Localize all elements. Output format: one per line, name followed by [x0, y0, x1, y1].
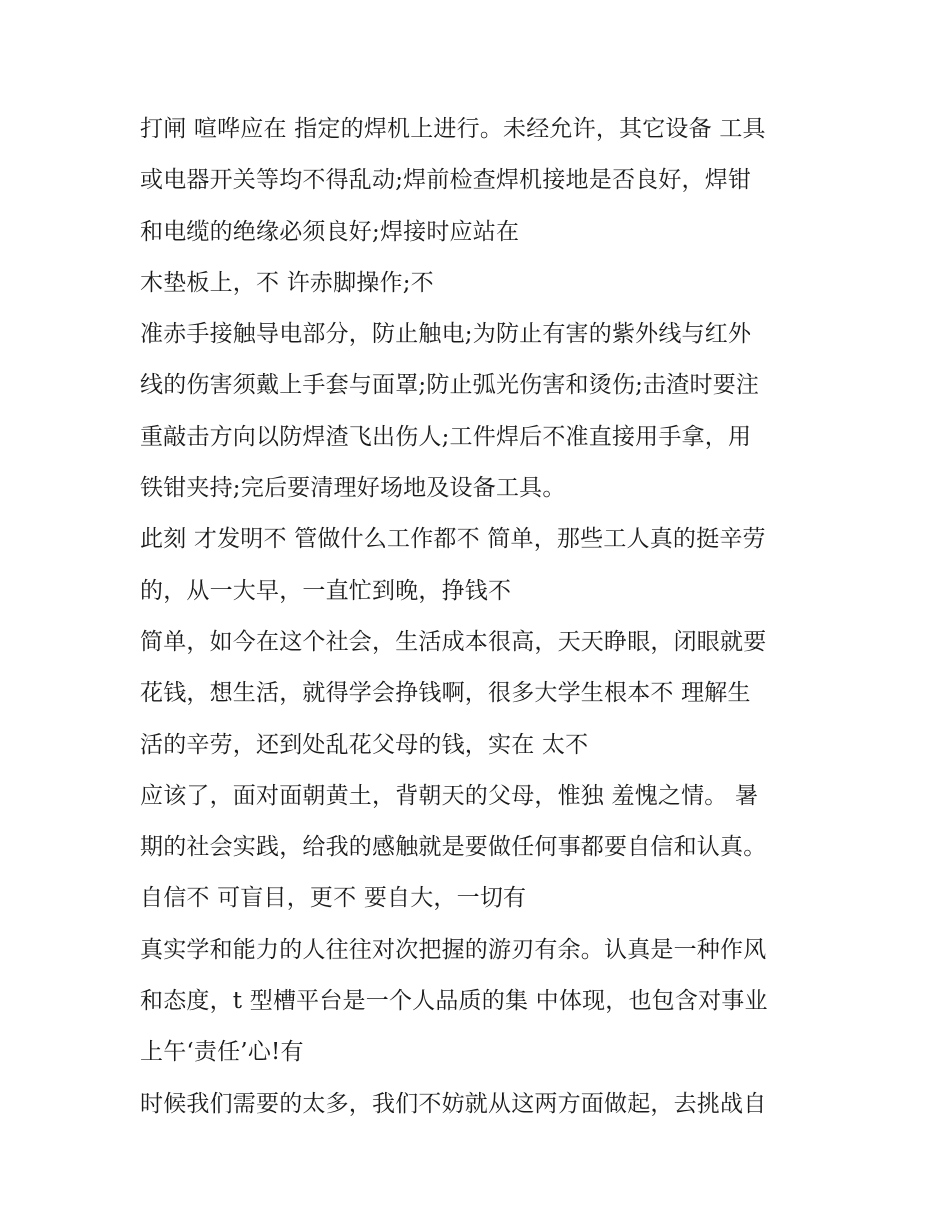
text-line: 上午‘责任’心!有 [140, 1039, 304, 1066]
text-line: 活的辛劳，还到处乱花父母的钱，实在 太不 [140, 731, 589, 758]
text-line: 真实学和能力的人往往对次把握的游刃有余。认真是一种作风 [140, 936, 767, 963]
text-line: 自信不 可盲目，更不 要自大，一切有 [140, 885, 527, 912]
text-line: 准赤手接触导电部分，防止触电;为防止有害的紫外线与红外 [140, 321, 752, 348]
text-line: 应该了，面对面朝黄土，背朝天的父母，惟独 羞愧之情。 暑 [140, 782, 759, 809]
text-line: 和电缆的绝缘必须良好;焊接时应站在 [140, 218, 520, 245]
text-line: 或电器开关等均不得乱动;焊前检查焊机接地是否良好，焊钳 [140, 167, 752, 194]
text-line: 的，从一大早，一直忙到晚，挣钱不 [140, 577, 512, 604]
text-line: 打闸 喧哗应在 指定的焊机上进行。未经允许，其它设备 工具 [140, 116, 766, 142]
text-line: 时候我们需要的太多，我们不妨就从这两方面做起，去挑战自 [140, 1090, 767, 1117]
text-line: 简单，如今在这个社会，生活成本很高，天天睁眼，闭眼就要 [140, 628, 767, 655]
text-line: 木垫板上，不 许赤脚操作;不 [140, 269, 434, 296]
text-line: 期的社会实践，给我的感触就是要做任何事都要自信和认真。 [140, 834, 767, 861]
text-line: 铁钳夹持;完后要清理好场地及设备工具。 [140, 475, 566, 502]
text-line: 线的伤害须戴上手套与面罩;防止弧光伤害和烫伤;击渣时要注 [140, 372, 760, 399]
body-text [140, 104, 840, 1130]
text-line: 此刻 才发明不 管做什么工作都不 简单，那些工人真的挺辛劳 [140, 526, 766, 553]
text-line: 和态度，t 型槽平台是一个人品质的集 中体现，也包含对事业 [140, 988, 768, 1015]
text-line: 花钱，想生活，就得学会挣钱啊，很多大学生根本不 理解生 [140, 680, 751, 707]
text-line: 重敲击方向以防焊渣飞出伤人;工件焊后不准直接用手拿，用 [140, 423, 752, 450]
